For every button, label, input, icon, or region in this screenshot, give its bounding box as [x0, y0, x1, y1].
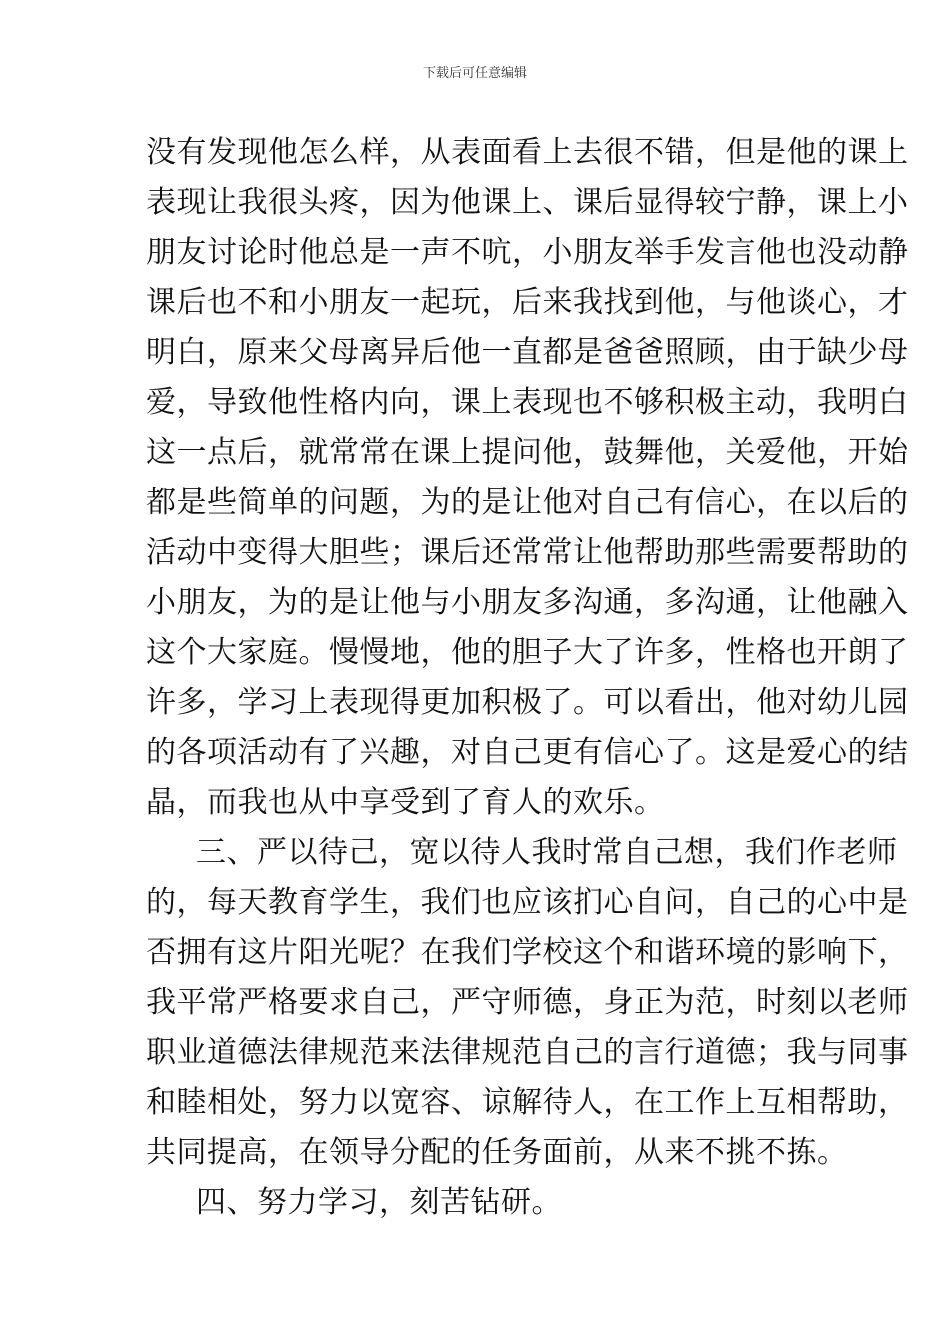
text-line: 我平常严格要求自己，严守师德，身正为范，时刻以老师	[146, 985, 909, 1020]
text-line: 的，每天教育学生，我们也应该扪心自问，自己的心中是	[146, 885, 909, 920]
text-line: 朋友讨论时他总是一声不吭，小朋友举手发言他也没动静	[146, 235, 909, 270]
text-line: 晶，而我也从中享受到了育人的欢乐。	[146, 785, 665, 820]
text-line: 爱，导致他性格内向，课上表现也不够积极主动，我明白	[146, 385, 909, 420]
text-line: 的各项活动有了兴趣，对自己更有信心了。这是爱心的结	[146, 735, 909, 770]
text-line-indented: 四、努力学习，刻苦钻研。	[196, 1185, 562, 1220]
page-header: 下载后可任意编辑	[422, 66, 527, 81]
text-line-indented: 三、严以待己，宽以待人我时常自己想，我们作老师	[196, 835, 898, 870]
text-line: 课后也不和小朋友一起玩，后来我找到他，与他谈心，才	[146, 285, 909, 320]
text-line: 活动中变得大胆些；课后还常常让他帮助那些需要帮助的	[146, 535, 909, 570]
text-line: 共同提高，在领导分配的任务面前，从来不挑不拣。	[146, 1135, 848, 1170]
text-line: 都是些简单的问题，为的是让他对自己有信心，在以后的	[146, 485, 909, 520]
text-line: 许多，学习上表现得更加积极了。可以看出，他对幼儿园	[146, 685, 909, 720]
text-line: 这一点后，就常常在课上提问他，鼓舞他，关爱他，开始	[146, 435, 909, 470]
text-line: 表现让我很头疼，因为他课上、课后显得较宁静，课上小	[146, 185, 909, 220]
text-line: 和睦相处，努力以宽容、谅解待人，在工作上互相帮助，	[146, 1085, 909, 1120]
text-line: 这个大家庭。慢慢地，他的胆子大了许多，性格也开朗了	[146, 635, 909, 670]
text-line: 否拥有这片阳光呢？在我们学校这个和谐环境的影响下，	[146, 935, 909, 970]
text-line: 职业道德法律规范来法律规范自己的言行道德；我与同事	[146, 1035, 909, 1070]
text-line: 明白，原来父母离异后他一直都是爸爸照顾，由于缺少母	[146, 335, 909, 370]
text-line: 没有发现他怎么样，从表面看上去很不错，但是他的课上	[146, 135, 909, 170]
text-line: 小朋友，为的是让他与小朋友多沟通，多沟通，让他融入	[146, 585, 909, 620]
